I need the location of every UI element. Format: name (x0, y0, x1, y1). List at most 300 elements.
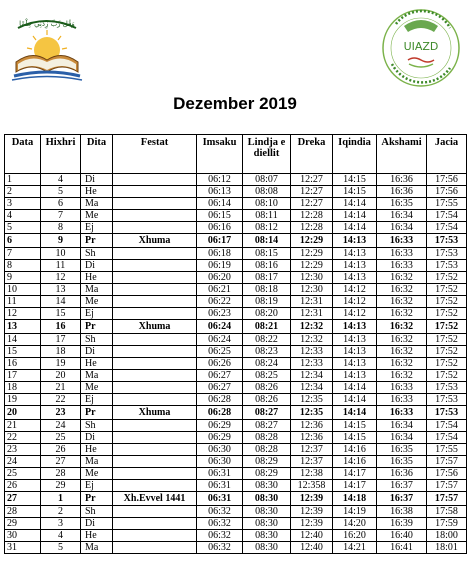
dhuhr-cell: 12:39 (291, 492, 333, 506)
asr-cell: 14:13 (333, 320, 377, 334)
date-cell: 18 (5, 382, 41, 394)
sunrise-cell: 08:27 (243, 406, 291, 420)
imsak-cell: 06:25 (197, 346, 243, 358)
date-cell: 30 (5, 530, 41, 542)
holiday-cell (113, 382, 197, 394)
weekday-cell: Di (81, 346, 113, 358)
hijri-cell: 3 (41, 518, 81, 530)
date-cell: 16 (5, 358, 41, 370)
date-cell: 11 (5, 296, 41, 308)
dhuhr-cell: 12:34 (291, 382, 333, 394)
dhuhr-cell: 12:30 (291, 284, 333, 296)
maghrib-cell: 16:34 (377, 210, 427, 222)
date-cell: 22 (5, 432, 41, 444)
holiday-cell (113, 346, 197, 358)
holiday-cell (113, 370, 197, 382)
sunrise-cell: 08:30 (243, 542, 291, 554)
maghrib-cell: 16:35 (377, 456, 427, 468)
hijri-cell: 4 (41, 174, 81, 186)
imsak-cell: 06:22 (197, 296, 243, 308)
maghrib-cell: 16:37 (377, 492, 427, 506)
dhuhr-cell: 12:29 (291, 234, 333, 248)
weekday-cell: Di (81, 260, 113, 272)
imsak-cell: 06:27 (197, 370, 243, 382)
imsak-cell: 06:26 (197, 358, 243, 370)
weekday-cell: Me (81, 210, 113, 222)
column-header: Lindja e diellit (243, 135, 291, 174)
dhuhr-cell: 12:32 (291, 320, 333, 334)
maghrib-cell: 16:32 (377, 370, 427, 382)
isha-cell: 17:52 (427, 320, 467, 334)
table-row (5, 468, 467, 480)
holiday-cell (113, 506, 197, 518)
dhuhr-cell: 12:37 (291, 456, 333, 468)
hijri-cell: 14 (41, 296, 81, 308)
hijri-cell: 11 (41, 260, 81, 272)
isha-cell: 17:57 (427, 480, 467, 492)
column-header: Akshami (377, 135, 427, 174)
holiday-cell (113, 480, 197, 492)
asr-cell: 14:13 (333, 334, 377, 346)
maghrib-cell: 16:34 (377, 420, 427, 432)
isha-cell: 17:57 (427, 492, 467, 506)
prayer-times-table (4, 134, 467, 554)
hijri-cell: 12 (41, 272, 81, 284)
date-cell: 4 (5, 210, 41, 222)
holiday-cell (113, 432, 197, 444)
hijri-cell: 18 (41, 346, 81, 358)
date-cell: 21 (5, 420, 41, 432)
isha-cell: 17:56 (427, 186, 467, 198)
asr-cell: 14:15 (333, 432, 377, 444)
dhuhr-cell: 12:40 (291, 542, 333, 554)
table-row (5, 296, 467, 308)
hijri-cell: 8 (41, 222, 81, 234)
table-body (5, 174, 467, 554)
isha-cell: 17:53 (427, 248, 467, 260)
holiday-cell (113, 222, 197, 234)
hijri-cell: 24 (41, 420, 81, 432)
asr-cell: 14:20 (333, 518, 377, 530)
hijri-cell: 7 (41, 210, 81, 222)
date-cell: 8 (5, 260, 41, 272)
date-cell: 2 (5, 186, 41, 198)
date-cell: 26 (5, 480, 41, 492)
dhuhr-cell: 12:29 (291, 248, 333, 260)
sunrise-cell: 08:23 (243, 346, 291, 358)
date-cell: 15 (5, 346, 41, 358)
imsak-cell: 06:18 (197, 248, 243, 260)
date-cell: 6 (5, 234, 41, 248)
date-cell: 14 (5, 334, 41, 346)
hijri-cell: 4 (41, 530, 81, 542)
date-cell: 23 (5, 444, 41, 456)
sunrise-cell: 08:18 (243, 284, 291, 296)
dhuhr-cell: 12:27 (291, 174, 333, 186)
column-header: Data (5, 135, 41, 174)
asr-cell: 14:15 (333, 420, 377, 432)
isha-cell: 17:52 (427, 272, 467, 284)
isha-cell: 17:52 (427, 296, 467, 308)
sunrise-cell: 08:14 (243, 234, 291, 248)
asr-cell: 14:14 (333, 394, 377, 406)
imsak-cell: 06:32 (197, 542, 243, 554)
weekday-cell: Di (81, 174, 113, 186)
sunrise-cell: 08:25 (243, 370, 291, 382)
sunrise-cell: 08:24 (243, 358, 291, 370)
table-row (5, 456, 467, 468)
weekday-cell: Pr (81, 234, 113, 248)
holiday-cell (113, 186, 197, 198)
table-row (5, 518, 467, 530)
table-row (5, 234, 467, 248)
date-cell: 31 (5, 542, 41, 554)
hijri-cell: 29 (41, 480, 81, 492)
sunrise-cell: 08:16 (243, 260, 291, 272)
asr-cell: 14:14 (333, 406, 377, 420)
weekday-cell: He (81, 186, 113, 198)
weekday-cell: Pr (81, 406, 113, 420)
table-header-row (5, 135, 467, 174)
dhuhr-cell: 12:30 (291, 272, 333, 284)
imsak-cell: 06:17 (197, 234, 243, 248)
asr-cell: 14:13 (333, 248, 377, 260)
weekday-cell: Pr (81, 492, 113, 506)
isha-cell: 17:53 (427, 260, 467, 272)
table-row (5, 186, 467, 198)
maghrib-cell: 16:33 (377, 248, 427, 260)
weekday-cell: Sh (81, 248, 113, 260)
sunrise-cell: 08:28 (243, 444, 291, 456)
maghrib-cell: 16:34 (377, 222, 427, 234)
column-header: Dreka (291, 135, 333, 174)
dhuhr-cell: 12:33 (291, 358, 333, 370)
maghrib-cell: 16:36 (377, 174, 427, 186)
sunrise-cell: 08:30 (243, 480, 291, 492)
organization-logo-left (4, 16, 90, 86)
weekday-cell: Di (81, 518, 113, 530)
maghrib-cell: 16:41 (377, 542, 427, 554)
weekday-cell: Ej (81, 394, 113, 406)
isha-cell: 17:56 (427, 174, 467, 186)
maghrib-cell: 16:38 (377, 506, 427, 518)
sunrise-cell: 08:21 (243, 320, 291, 334)
sunrise-cell: 08:30 (243, 492, 291, 506)
logo-arabic-text: وَقُل رَّبِّ زِدْنِي عِلْمًا (19, 20, 75, 28)
imsak-cell: 06:28 (197, 406, 243, 420)
maghrib-cell: 16:35 (377, 198, 427, 210)
dhuhr-cell: 12:31 (291, 296, 333, 308)
date-cell: 5 (5, 222, 41, 234)
weekday-cell: Me (81, 296, 113, 308)
weekday-cell: Pr (81, 320, 113, 334)
asr-cell: 14:13 (333, 358, 377, 370)
asr-cell: 14:13 (333, 272, 377, 284)
asr-cell: 14:14 (333, 210, 377, 222)
column-header: Hixhri (41, 135, 81, 174)
weekday-cell: He (81, 530, 113, 542)
holiday-cell (113, 420, 197, 432)
dhuhr-cell: 12:36 (291, 420, 333, 432)
asr-cell: 14:15 (333, 174, 377, 186)
imsak-cell: 06:29 (197, 432, 243, 444)
holiday-cell (113, 358, 197, 370)
sunrise-cell: 08:07 (243, 174, 291, 186)
date-cell: 13 (5, 320, 41, 334)
asr-cell: 14:13 (333, 346, 377, 358)
date-cell: 24 (5, 456, 41, 468)
hijri-cell: 22 (41, 394, 81, 406)
table-row (5, 260, 467, 272)
sunrise-cell: 08:20 (243, 308, 291, 320)
isha-cell: 17:54 (427, 210, 467, 222)
maghrib-cell: 16:32 (377, 334, 427, 346)
hijri-cell: 13 (41, 284, 81, 296)
asr-cell: 14:17 (333, 468, 377, 480)
dhuhr-cell: 12:32 (291, 334, 333, 346)
weekday-cell: He (81, 358, 113, 370)
asr-cell: 14:12 (333, 296, 377, 308)
table-row (5, 222, 467, 234)
asr-cell: 14:14 (333, 382, 377, 394)
maghrib-cell: 16:39 (377, 518, 427, 530)
table-row (5, 420, 467, 432)
asr-cell: 14:16 (333, 444, 377, 456)
sunrise-cell: 08:26 (243, 382, 291, 394)
asr-cell: 14:13 (333, 234, 377, 248)
table-row (5, 432, 467, 444)
isha-cell: 17:59 (427, 518, 467, 530)
imsak-cell: 06:16 (197, 222, 243, 234)
isha-cell: 17:53 (427, 394, 467, 406)
holiday-cell (113, 260, 197, 272)
weekday-cell: Ma (81, 370, 113, 382)
weekday-cell: Ma (81, 198, 113, 210)
maghrib-cell: 16:33 (377, 260, 427, 272)
date-cell: 20 (5, 406, 41, 420)
dhuhr-cell: 12:35 (291, 394, 333, 406)
dhuhr-cell: 12:39 (291, 506, 333, 518)
logo-acronym: UIAZD (403, 40, 439, 53)
weekday-cell: Sh (81, 420, 113, 432)
table-row (5, 370, 467, 382)
asr-cell: 14:16 (333, 456, 377, 468)
dhuhr-cell: 12:31 (291, 308, 333, 320)
date-cell: 28 (5, 506, 41, 518)
weekday-cell: Ej (81, 308, 113, 320)
isha-cell: 17:58 (427, 506, 467, 518)
isha-cell: 17:55 (427, 198, 467, 210)
maghrib-cell: 16:33 (377, 382, 427, 394)
dhuhr-cell: 12:27 (291, 186, 333, 198)
dhuhr-cell: 12:27 (291, 198, 333, 210)
isha-cell: 17:54 (427, 222, 467, 234)
dhuhr-cell: 12:33 (291, 346, 333, 358)
hijri-cell: 27 (41, 456, 81, 468)
table-row (5, 358, 467, 370)
weekday-cell: Sh (81, 334, 113, 346)
weekday-cell: Di (81, 432, 113, 444)
date-cell: 25 (5, 468, 41, 480)
column-header: Dita (81, 135, 113, 174)
column-header: Imsaku (197, 135, 243, 174)
sunrise-cell: 08:27 (243, 420, 291, 432)
maghrib-cell: 16:32 (377, 320, 427, 334)
maghrib-cell: 16:33 (377, 406, 427, 420)
maghrib-cell: 16:32 (377, 308, 427, 320)
weekday-cell: He (81, 272, 113, 284)
table-row (5, 382, 467, 394)
isha-cell: 17:53 (427, 382, 467, 394)
column-header: Jacia (427, 135, 467, 174)
sunrise-cell: 08:30 (243, 530, 291, 542)
sunrise-cell: 08:15 (243, 248, 291, 260)
dhuhr-cell: 12:40 (291, 530, 333, 542)
table-row (5, 480, 467, 492)
holiday-cell (113, 394, 197, 406)
isha-cell: 17:54 (427, 432, 467, 444)
hijri-cell: 25 (41, 432, 81, 444)
holiday-cell (113, 308, 197, 320)
dhuhr-cell: 12:36 (291, 432, 333, 444)
sunrise-cell: 08:10 (243, 198, 291, 210)
hijri-cell: 2 (41, 506, 81, 518)
sunrise-cell: 08:29 (243, 456, 291, 468)
date-cell: 17 (5, 370, 41, 382)
imsak-cell: 06:27 (197, 382, 243, 394)
isha-cell: 17:52 (427, 284, 467, 296)
table-row (5, 346, 467, 358)
maghrib-cell: 16:40 (377, 530, 427, 542)
holiday-cell (113, 468, 197, 480)
holiday-cell (113, 198, 197, 210)
date-cell: 27 (5, 492, 41, 506)
hijri-cell: 26 (41, 444, 81, 456)
imsak-cell: 06:19 (197, 260, 243, 272)
isha-cell: 17:52 (427, 358, 467, 370)
isha-cell: 17:53 (427, 406, 467, 420)
holiday-cell: Xh.Evvel 1441 (113, 492, 197, 506)
maghrib-cell: 16:36 (377, 468, 427, 480)
asr-cell: 14:19 (333, 506, 377, 518)
table-row (5, 492, 467, 506)
holiday-cell (113, 456, 197, 468)
table-row (5, 198, 467, 210)
isha-cell: 17:52 (427, 308, 467, 320)
date-cell: 29 (5, 518, 41, 530)
table-row (5, 174, 467, 186)
sunrise-cell: 08:29 (243, 468, 291, 480)
weekday-cell: Ma (81, 284, 113, 296)
imsak-cell: 06:30 (197, 444, 243, 456)
table-row (5, 530, 467, 542)
hijri-cell: 15 (41, 308, 81, 320)
sunrise-cell: 08:08 (243, 186, 291, 198)
imsak-cell: 06:31 (197, 480, 243, 492)
sunrise-cell: 08:11 (243, 210, 291, 222)
dhuhr-cell: 12:35 (291, 406, 333, 420)
asr-cell: 14:14 (333, 198, 377, 210)
imsak-cell: 06:32 (197, 506, 243, 518)
weekday-cell: Ma (81, 542, 113, 554)
isha-cell: 17:56 (427, 468, 467, 480)
table-row (5, 506, 467, 518)
hijri-cell: 1 (41, 492, 81, 506)
asr-cell: 14:21 (333, 542, 377, 554)
table-row (5, 284, 467, 296)
dhuhr-cell: 12:358 (291, 480, 333, 492)
hijri-cell: 10 (41, 248, 81, 260)
maghrib-cell: 16:34 (377, 432, 427, 444)
imsak-cell: 06:15 (197, 210, 243, 222)
isha-cell: 17:53 (427, 234, 467, 248)
weekday-cell: Me (81, 382, 113, 394)
holiday-cell: Xhuma (113, 406, 197, 420)
dhuhr-cell: 12:39 (291, 518, 333, 530)
sunrise-cell: 08:30 (243, 518, 291, 530)
hijri-cell: 20 (41, 370, 81, 382)
date-cell: 9 (5, 272, 41, 284)
asr-cell: 14:12 (333, 284, 377, 296)
page-title: Dezember 2019 (173, 94, 297, 113)
holiday-cell (113, 334, 197, 346)
dhuhr-cell: 12:28 (291, 222, 333, 234)
table-row (5, 444, 467, 456)
dhuhr-cell: 12:28 (291, 210, 333, 222)
table-row (5, 308, 467, 320)
isha-cell: 18:01 (427, 542, 467, 554)
weekday-cell: He (81, 444, 113, 456)
hijri-cell: 6 (41, 198, 81, 210)
holiday-cell (113, 174, 197, 186)
asr-cell: 14:12 (333, 308, 377, 320)
hijri-cell: 21 (41, 382, 81, 394)
asr-cell: 14:17 (333, 480, 377, 492)
maghrib-cell: 16:37 (377, 480, 427, 492)
holiday-cell: Xhuma (113, 234, 197, 248)
weekday-cell: Ma (81, 456, 113, 468)
date-cell: 19 (5, 394, 41, 406)
holiday-cell (113, 542, 197, 554)
asr-cell: 16:20 (333, 530, 377, 542)
hijri-cell: 23 (41, 406, 81, 420)
imsak-cell: 06:31 (197, 492, 243, 506)
date-cell: 12 (5, 308, 41, 320)
isha-cell: 18:00 (427, 530, 467, 542)
date-cell: 1 (5, 174, 41, 186)
holiday-cell (113, 530, 197, 542)
imsak-cell: 06:24 (197, 334, 243, 346)
imsak-cell: 06:28 (197, 394, 243, 406)
imsak-cell: 06:24 (197, 320, 243, 334)
isha-cell: 17:55 (427, 444, 467, 456)
imsak-cell: 06:29 (197, 420, 243, 432)
hijri-cell: 16 (41, 320, 81, 334)
isha-cell: 17:57 (427, 456, 467, 468)
weekday-cell: Sh (81, 506, 113, 518)
asr-cell: 14:13 (333, 260, 377, 272)
hijri-cell: 9 (41, 234, 81, 248)
date-cell: 3 (5, 198, 41, 210)
sunrise-cell: 08:26 (243, 394, 291, 406)
organization-logo-right (376, 6, 466, 90)
sunrise-cell: 08:28 (243, 432, 291, 444)
column-header: Iqindia (333, 135, 377, 174)
table-row (5, 542, 467, 554)
maghrib-cell: 16:32 (377, 284, 427, 296)
maghrib-cell: 16:32 (377, 296, 427, 308)
isha-cell: 17:52 (427, 334, 467, 346)
